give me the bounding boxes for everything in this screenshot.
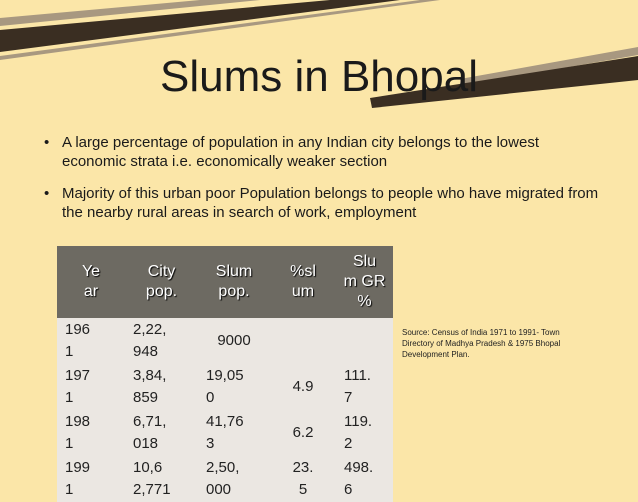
cell-slum-pop: 19,05 0 <box>198 364 270 410</box>
table-row <box>57 410 393 456</box>
slum-data-table <box>57 246 393 502</box>
cell-year: 198 1 <box>57 410 125 456</box>
bullet-list <box>44 133 604 235</box>
bullet-text: Majority of this urban poor Population belongs to people who have migrated from the nearby rural areas in search of work, employment <box>62 185 599 221</box>
bullet-dot: • <box>44 134 50 151</box>
cell-pct-slum <box>270 318 336 364</box>
cell-city-pop: 2,22, 948 <box>125 318 198 364</box>
cell-year: 197 1 <box>57 364 125 410</box>
cell-year: 199 1 <box>57 456 125 502</box>
cell-slum-gr: 111. 7 <box>336 364 393 410</box>
cell-slum-pop: 9000 <box>198 318 270 364</box>
cell-slum-gr: 119. 2 <box>336 410 393 456</box>
cell-slum-gr <box>336 318 393 364</box>
header-slum-pop: Slum pop. <box>198 246 270 318</box>
cell-city-pop: 6,71, 018 <box>125 410 198 456</box>
table-row <box>57 456 393 502</box>
bullet-item <box>44 133 604 171</box>
table-header-row <box>57 246 393 318</box>
header-slum-gr: Slu m GR % <box>336 246 393 318</box>
table-row <box>57 364 393 410</box>
table-row <box>57 318 393 364</box>
cell-slum-pop: 41,76 3 <box>198 410 270 456</box>
cell-pct-slum: 23. 5 <box>270 456 336 502</box>
cell-pct-slum: 6.2 <box>270 410 336 456</box>
source-note: Source: Census of India 1971 to 1991- Town Directory of Madhya Pradesh & 1975 Bhopal Development Plan. <box>402 328 561 359</box>
bullet-text: A large percentage of population in any Indian city belongs to the lowest economic strata i.e. economically weaker section <box>62 134 539 170</box>
cell-year: 196 1 <box>57 318 125 364</box>
cell-slum-gr: 498. 6 <box>336 456 393 502</box>
cell-city-pop: 10,6 2,771 <box>125 456 198 502</box>
bullet-dot: • <box>44 185 50 202</box>
page-title: Slums in Bhopal <box>160 52 478 101</box>
header-city-pop: City pop. <box>125 246 198 318</box>
header-pct-slum: %sl um <box>270 246 336 318</box>
cell-pct-slum: 4.9 <box>270 364 336 410</box>
cell-slum-pop: 2,50, 000 <box>198 456 270 502</box>
header-year: Ye ar <box>57 246 125 318</box>
bullet-item <box>44 184 604 222</box>
cell-city-pop: 3,84, 859 <box>125 364 198 410</box>
